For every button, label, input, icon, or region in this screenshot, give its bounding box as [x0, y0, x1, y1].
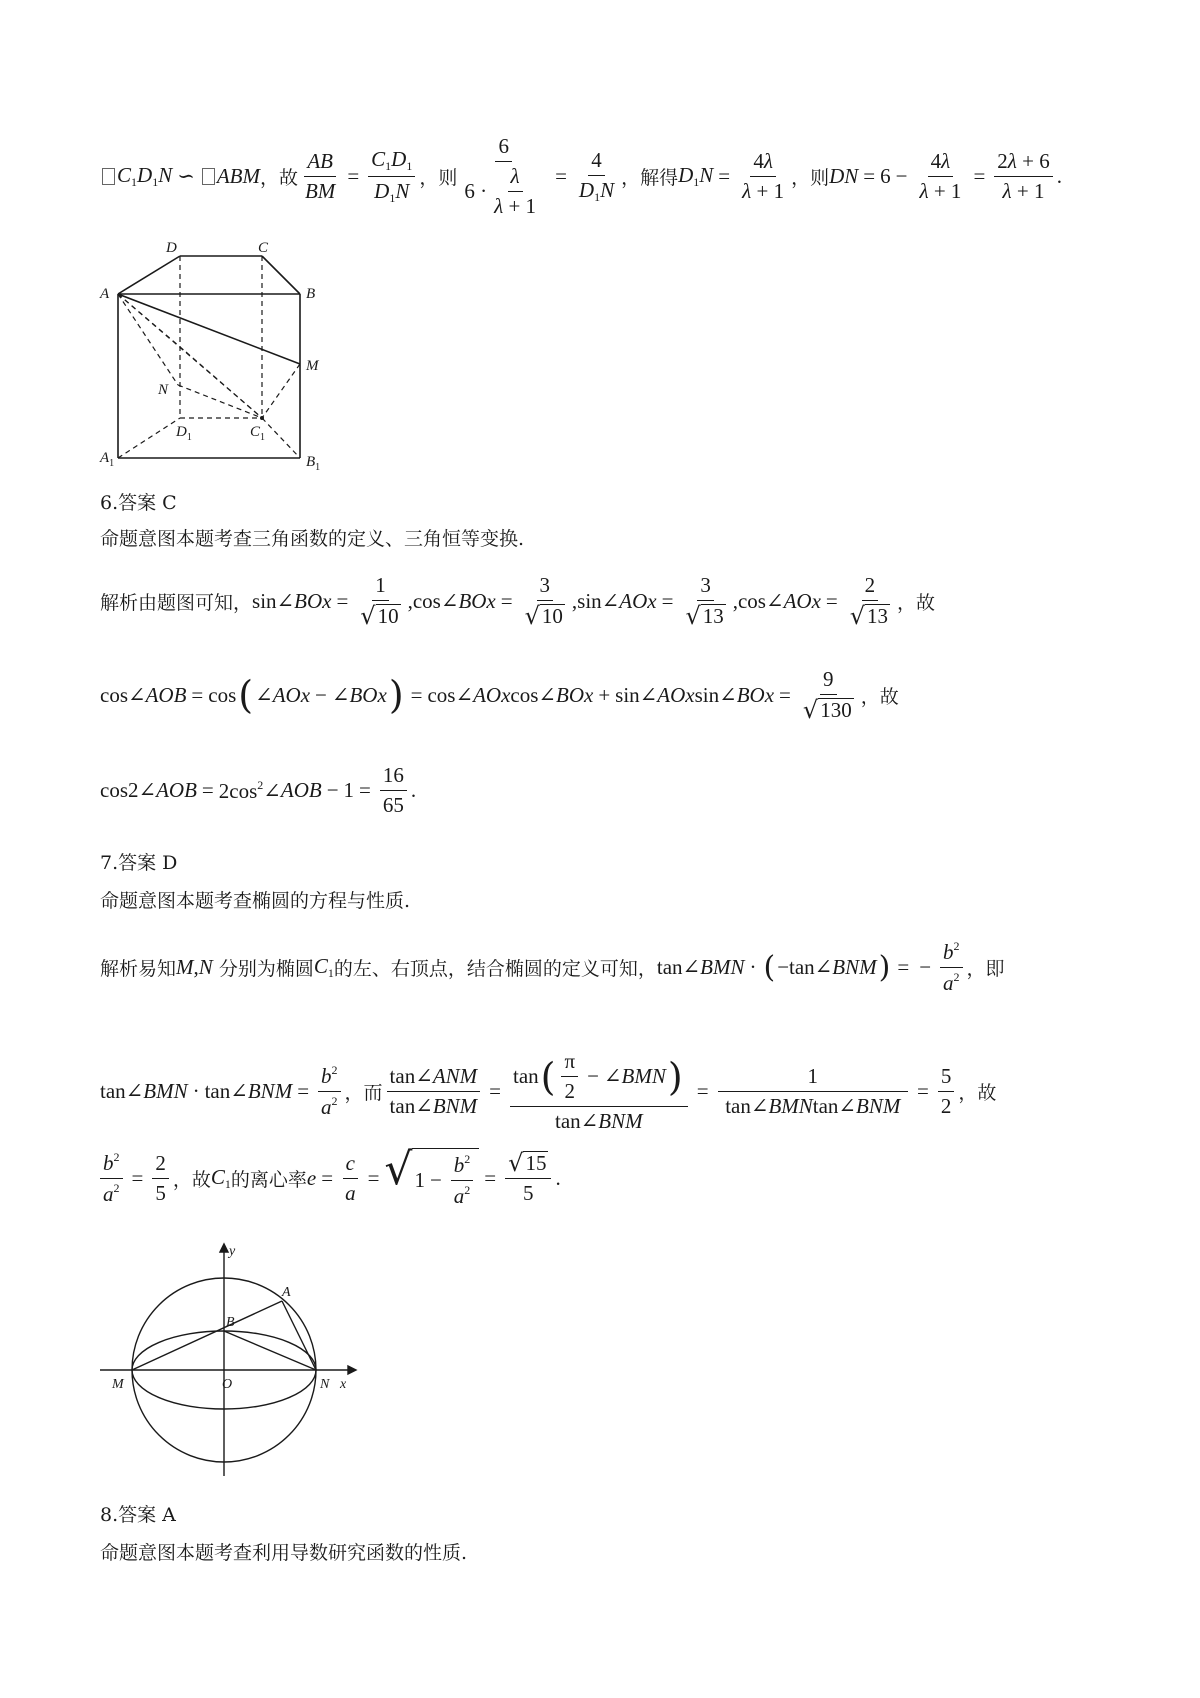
q6-formula-2: cos∠ AOB = cos ( ∠ AOx − ∠ BOx ) = cos∠ AOx cos∠ BOx + sin∠ AOx sin∠ BOx = 9 √ 130 ，故 — [100, 667, 899, 725]
label-A1: $A_1$ — [100, 450, 115, 469]
q7-formula-1: 解析易知 M , N 分别为椭圆 $C_1$ 的左、右顶点，结合椭圆的定义可知， tan∠ BMN · ( −tan∠ BNM ) = − $\frac{b^2}{a^2}$ ，即 — [100, 939, 1005, 996]
label-M: M — [112, 1377, 124, 1392]
label-C: C — [258, 240, 269, 256]
q6-formula-3: cos2∠ AOB = $2\cos^2\angle$ AOB − 1 = $\frac{16}{65}$ . — [100, 763, 417, 818]
q8-intent: 命题意图本题考查利用导数研究函数的性质. — [100, 1542, 468, 1564]
q7-formula-2: tan∠ BMN · tan∠ BNM = $\frac{b^2}{a^2}$ ，而 $\frac{\text{tan∠ANM}}{\text{tan∠BNM}}$ = tan ( $\frac{\pi}{2}$ − ∠ BMN ) tan∠BNM = $\frac{1}{\text{tan∠BMNtan∠BNM}}$ = $\frac{5}{2}$ ，故 — [100, 1049, 997, 1134]
label-N: N — [158, 382, 169, 398]
label-O: O — [222, 1377, 233, 1392]
label-B: B — [306, 286, 316, 302]
ellipse-figure — [90, 1240, 360, 1480]
label-C1: $C_1$ — [250, 424, 266, 443]
label-A: A — [100, 286, 110, 302]
q7-intent: 命题意图本题考查椭圆的方程与性质. — [100, 890, 411, 912]
q8-heading: 8.答案 A — [100, 1504, 176, 1526]
label-y: y — [229, 1244, 236, 1259]
label-M: M — [306, 358, 319, 374]
q6-heading: 6.答案 C — [100, 492, 177, 514]
label-N: N — [320, 1377, 330, 1392]
missing-glyph-box — [202, 168, 215, 185]
label-B: B — [226, 1315, 235, 1330]
label-D1: $D_1$ — [176, 424, 192, 443]
missing-glyph-box — [102, 168, 115, 185]
label-x: x — [340, 1377, 347, 1392]
label-A: A — [282, 1285, 291, 1300]
q6-intent: 命题意图本题考查三角函数的定义、三角恒等变换. — [100, 528, 525, 550]
q7-heading: 7.答案 D — [100, 852, 178, 874]
q7-formula-3: $\frac{b^2}{a^2}$ = $\frac{2}{5}$ ，故 $C_1$ 的离心率 e = $\frac{c}{a}$ = √ 1 − $\frac{b^2}{a^2}$ = √ 15 5 . — [100, 1148, 561, 1208]
label-D: D — [166, 240, 177, 256]
formula-line-1: $C_1D_1N$ ∽ ABM ，故 $\frac{AB}{BM}$ = $\frac{C_1D_1}{D_1N}$ ，则 6 6 · $\frac{\lambda}{\lambda + 1}$ = $\frac{4}{D_1N}$ ，解得 $D_1N$ = $\frac{4\lambda}{\lambda + 1}$ ，则 DN = 6 − $\frac{4\lambda}{\lambda + 1}$ = $\frac{2\lambda + 6}{\lambda + 1}$ . — [100, 135, 1062, 218]
prism-figure — [95, 235, 325, 473]
label-B1: $B_1$ — [306, 454, 321, 473]
q6-formula-1: 解析由题图可知， sin∠ BOx = 1 √ 10 ,cos∠ BOx = 3 √ 10 ,sin∠ AOx = 3 √ 13 ,cos∠ AOx = 2 √ 13 ，故 — [100, 573, 936, 631]
